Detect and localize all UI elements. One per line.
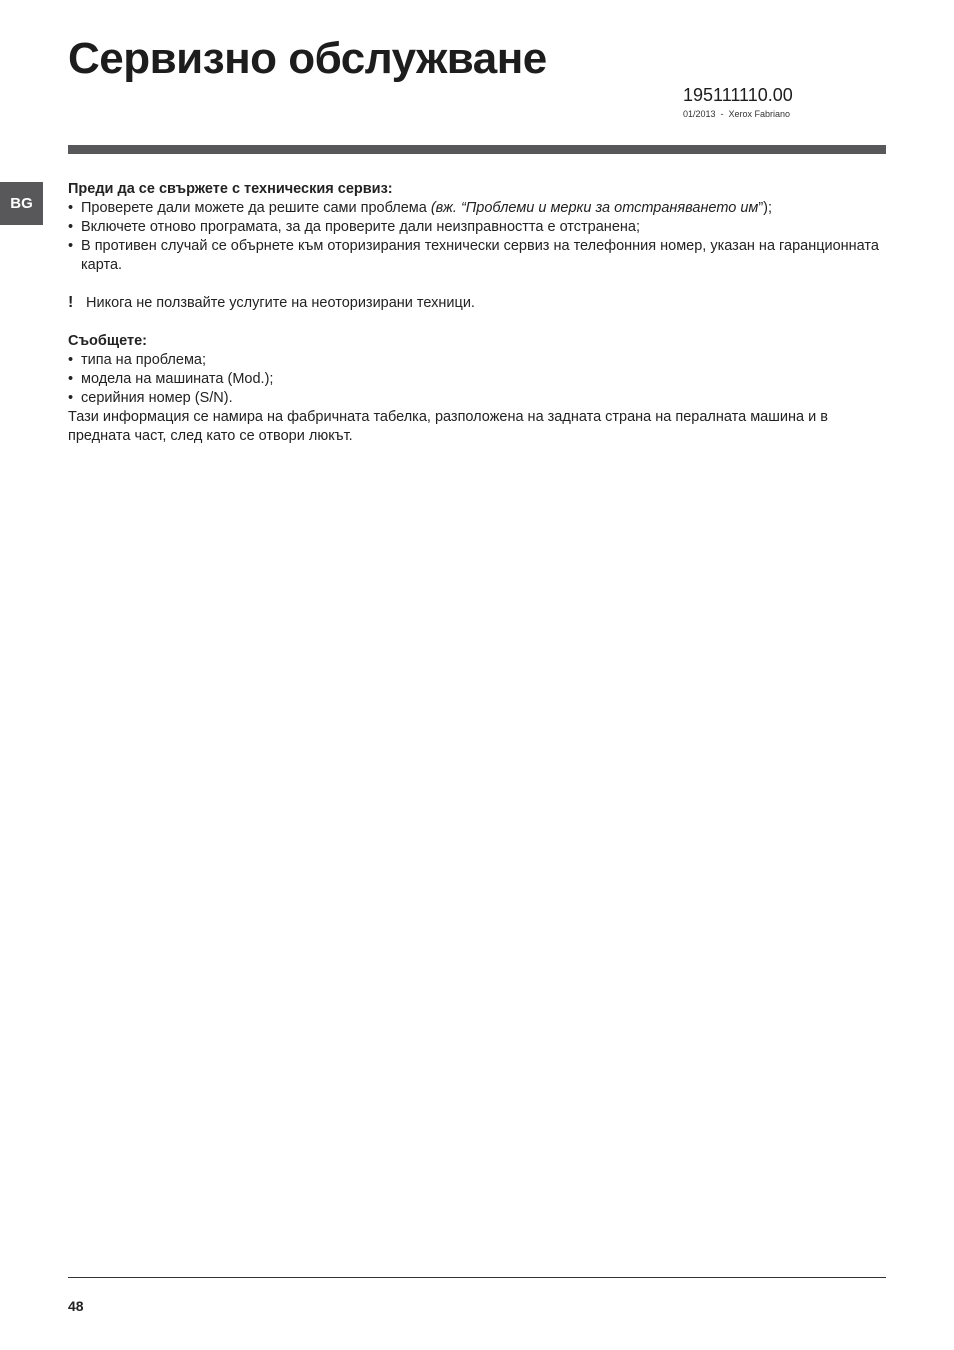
list-item: • типа на проблема; <box>68 351 886 370</box>
list-item-reference: (вж. “Проблеми и мерки за отстраняването им <box>430 200 759 216</box>
report-heading: Съобщете: <box>68 333 147 349</box>
main-content <box>68 180 886 446</box>
before-contact-list <box>68 199 886 275</box>
exclamation-icon: ! <box>68 294 74 311</box>
report-section <box>68 332 886 446</box>
document-code: 195111110.00 <box>683 85 793 105</box>
warning-note <box>68 294 886 313</box>
footer-rule <box>68 1277 886 1278</box>
list-item: • В противен случай се обърнете към оторизирания технически сервиз на телефонния номер, указан на гаранционната карта. <box>68 237 886 275</box>
page-number: 48 <box>68 1298 84 1314</box>
list-item: • Включете отново програмата, за да проверите дали неизправността е отстранена; <box>68 218 886 237</box>
list-item: • серийния номер (S/N). <box>68 389 886 408</box>
report-paragraph: Тази информация се намира на фабричната табелка, разположена на задната страна на пералната машина и в предната част, след като се отвори люкът. <box>68 409 828 444</box>
warning-text: Никога не ползвайте услугите на неоторизирани техници. <box>86 295 475 311</box>
document-print-info: 01/2013 - Xerox Fabriano <box>683 109 791 119</box>
report-list <box>68 351 886 408</box>
header-rule <box>68 145 886 154</box>
page-title: Сервизно обслужване <box>68 34 547 83</box>
language-tab: BG <box>0 182 43 225</box>
list-item-tail: ”); <box>758 200 773 216</box>
list-item-text: Проверете дали можете да решите сами проблема <box>81 200 431 216</box>
list-item: • модела на машината (Mod.); <box>68 370 886 389</box>
before-contact-heading: Преди да се свържете с техническия сервиз: <box>68 181 393 197</box>
list-item <box>68 199 886 218</box>
